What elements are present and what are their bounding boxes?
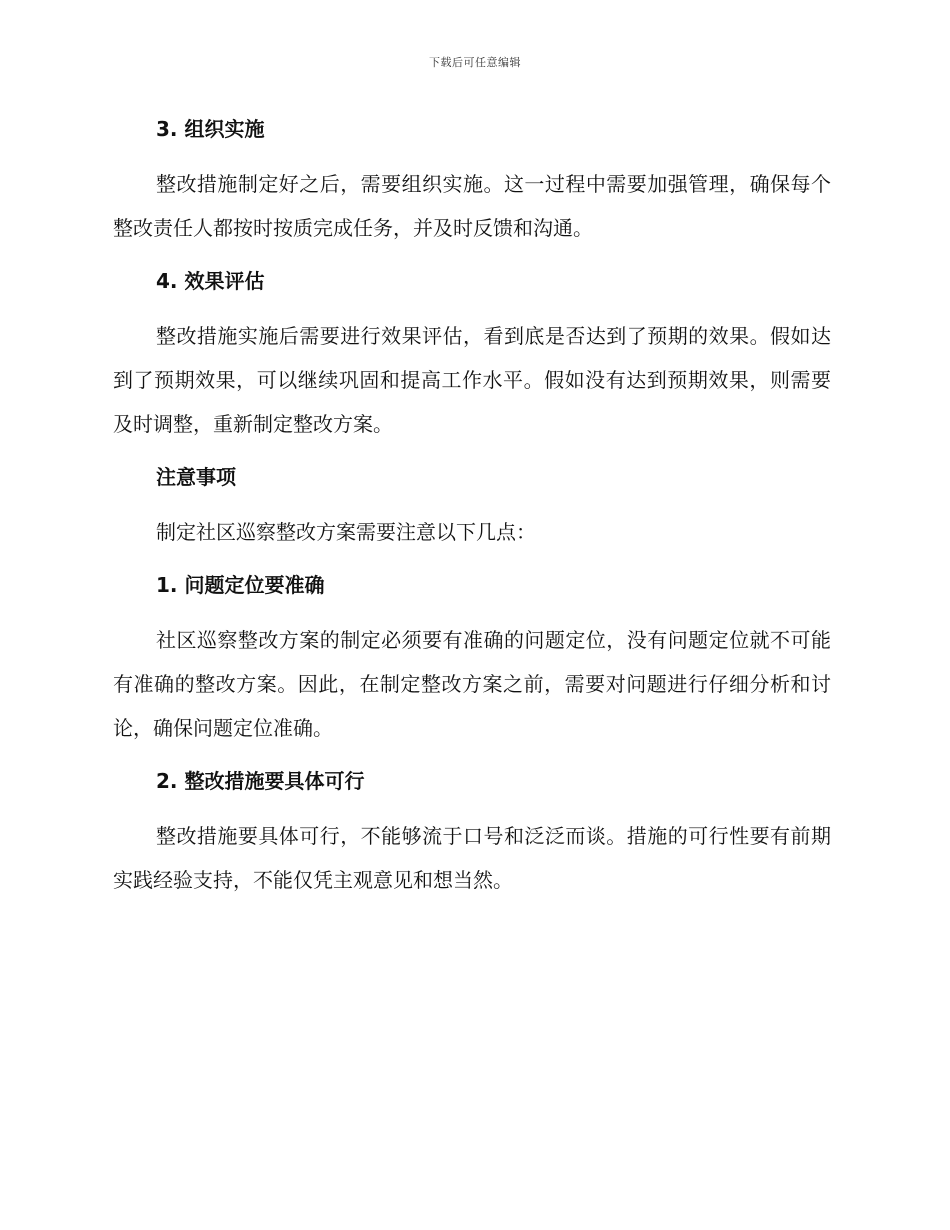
section-paragraph-organize: 整改措施制定好之后，需要组织实施。这一过程中需要加强管理，确保每个整改责任人都按时按质完成任务，并及时反馈和沟通。 bbox=[113, 172, 831, 240]
page-header: 下载后可任意编辑 bbox=[429, 56, 521, 69]
section-paragraph-evaluation: 整改措施实施后需要进行效果评估，看到底是否达到了预期的效果。假如达到了预期效果，可以继续巩固和提高工作水平。假如没有达到预期效果，则需要及时调整，重新制定整改方案。 bbox=[113, 324, 831, 436]
document-body bbox=[113, 112, 831, 902]
section-heading-feasible-measures: 2. 整改措施要具体可行 bbox=[156, 769, 365, 793]
section-paragraph-problem-location: 社区巡察整改方案的制定必须要有准确的问题定位，没有问题定位就不可能有准确的整改方案。因此，在制定整改方案之前，需要对问题进行仔细分析和讨论，确保问题定位准确。 bbox=[113, 628, 831, 740]
section-heading-organize: 3. 组织实施 bbox=[156, 117, 265, 141]
section-paragraph-feasible-measures: 整改措施要具体可行，不能够流于口号和泛泛而谈。措施的可行性要有前期实践经验支持，不能仅凭主观意见和想当然。 bbox=[113, 824, 831, 892]
section-paragraph-notes: 制定社区巡察整改方案需要注意以下几点： bbox=[156, 520, 536, 544]
section-heading-problem-location: 1. 问题定位要准确 bbox=[156, 573, 325, 597]
section-heading-notes: 注意事项 bbox=[156, 465, 236, 489]
section-heading-evaluation: 4. 效果评估 bbox=[156, 269, 265, 293]
